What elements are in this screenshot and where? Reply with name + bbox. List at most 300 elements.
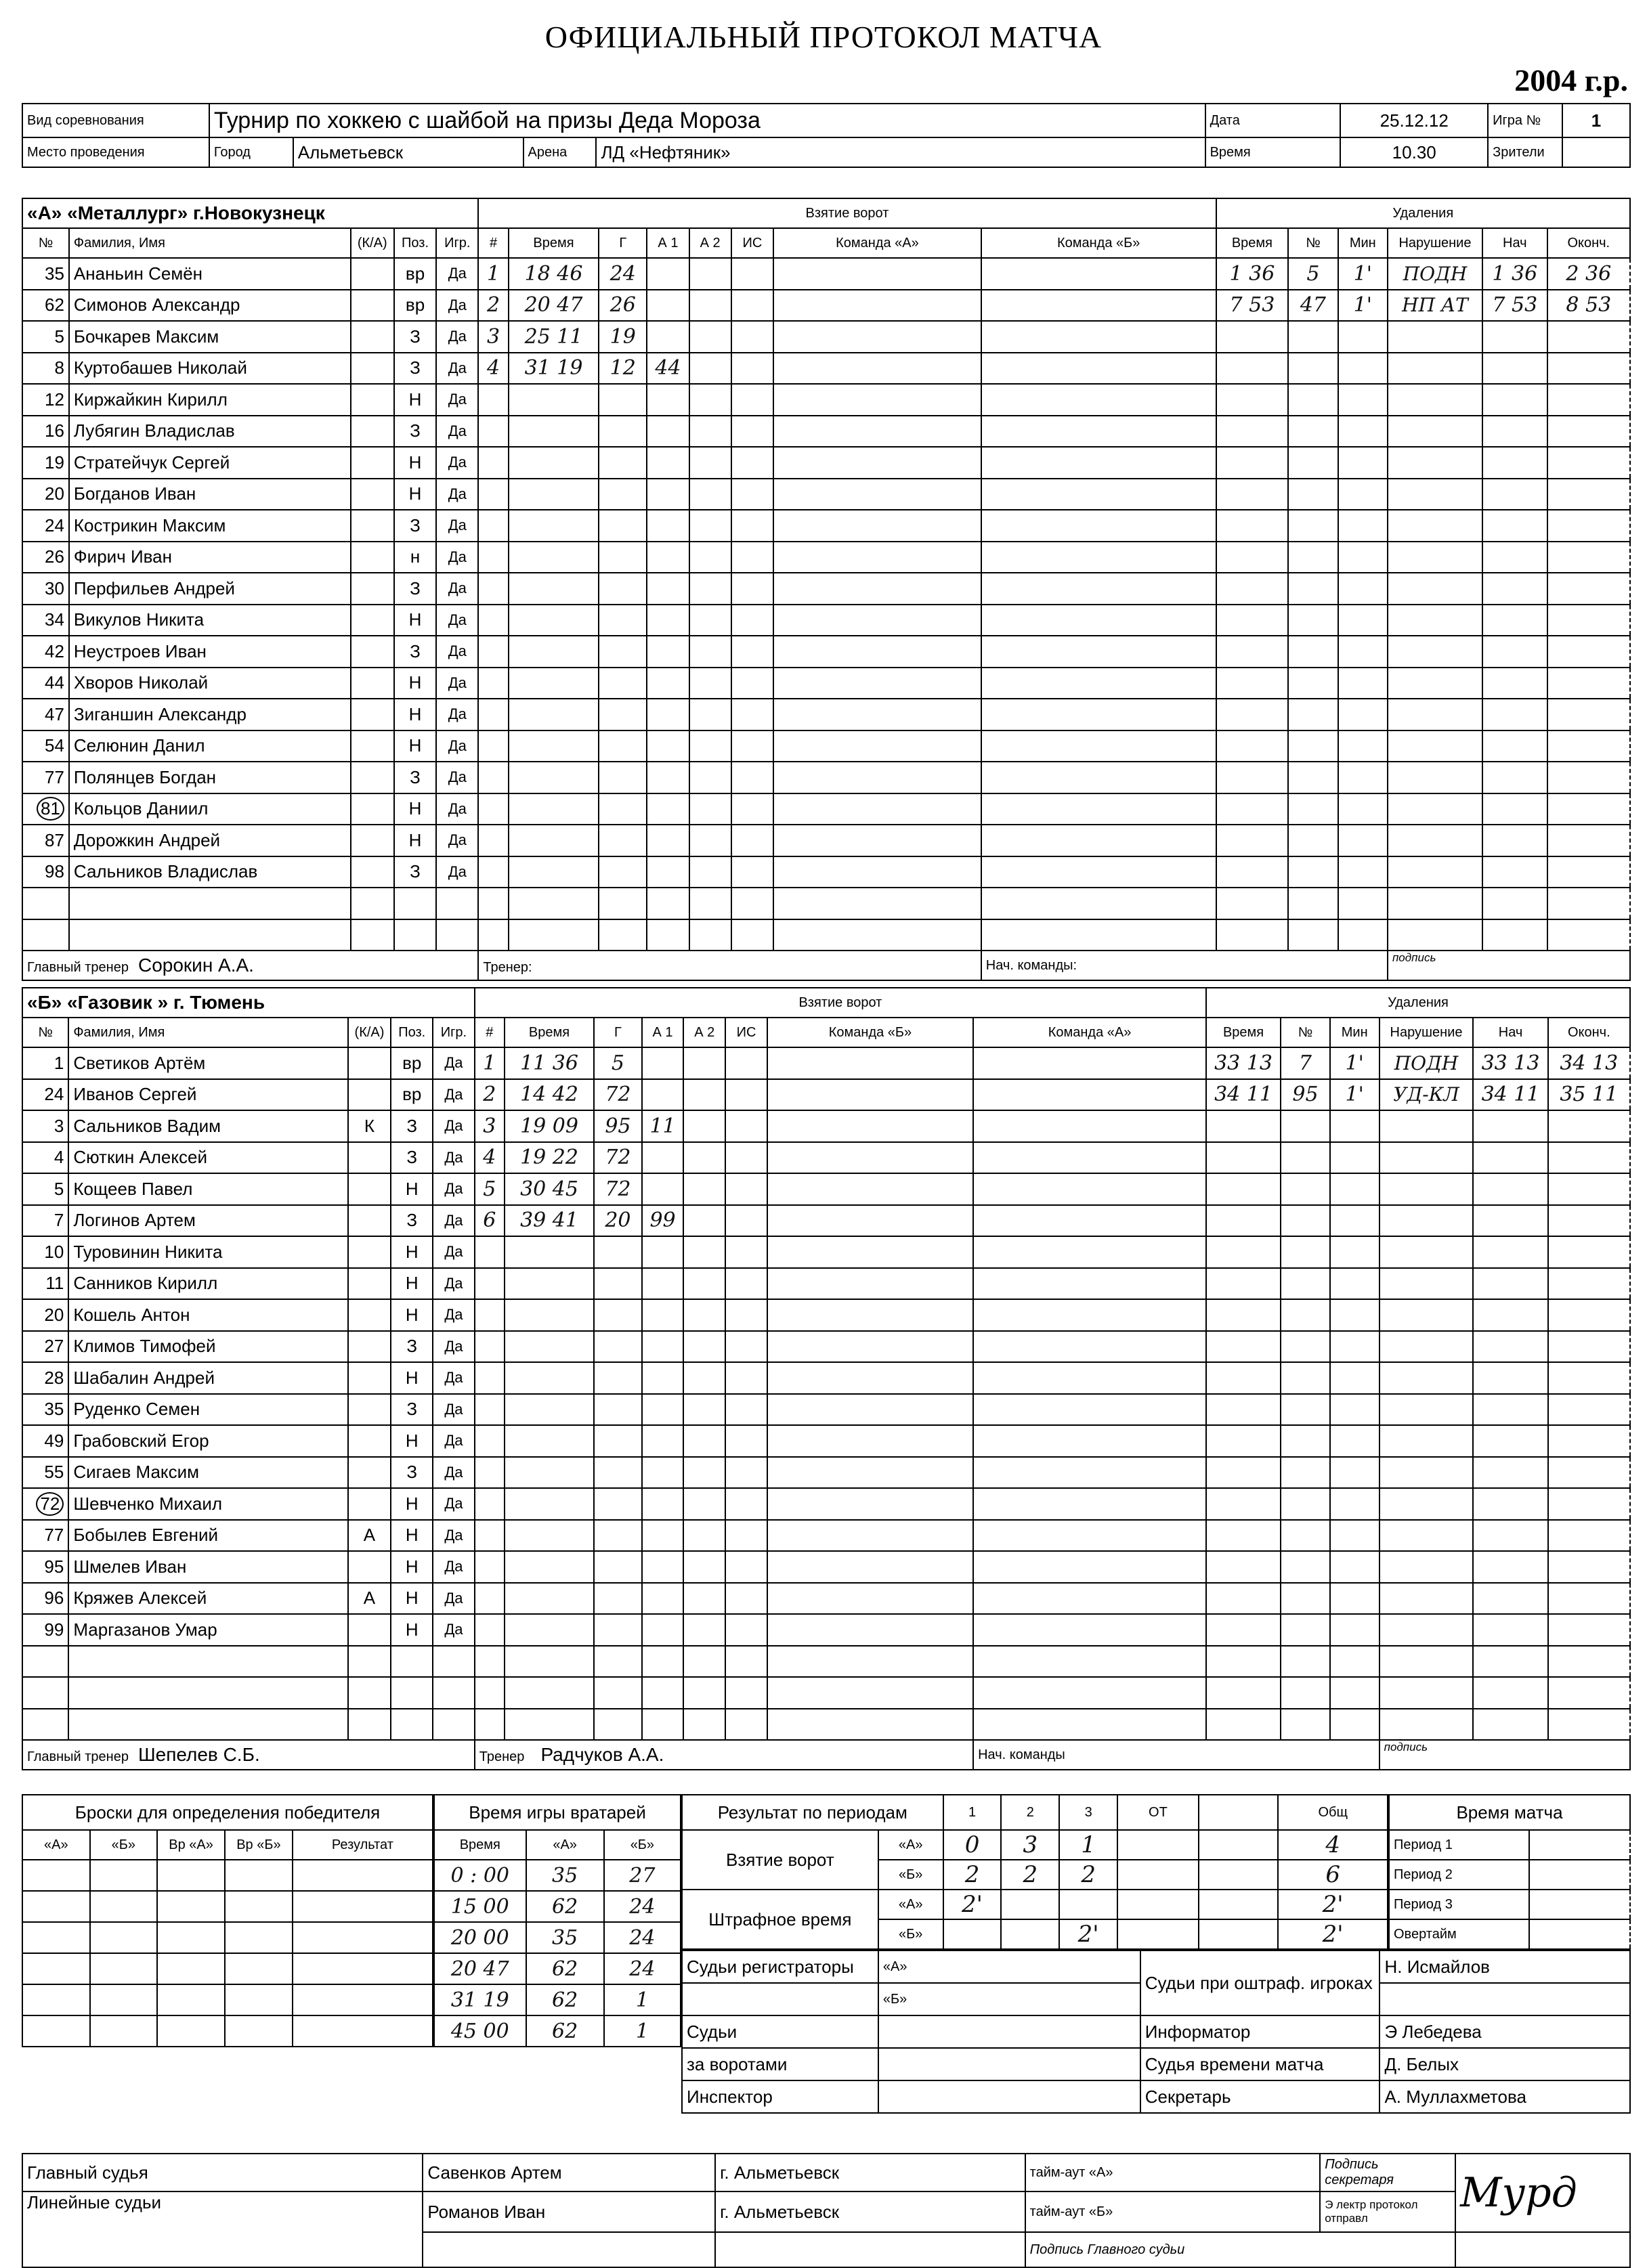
goal-is: [731, 919, 773, 951]
empty-cell: [348, 1646, 391, 1678]
goal-idx: [478, 636, 508, 668]
pen-num: [1288, 856, 1338, 888]
goal-a2: [689, 384, 731, 416]
col-pen-num: №: [1281, 1018, 1330, 1047]
pen-viol: [1379, 1614, 1474, 1646]
goal-a2: [683, 1110, 725, 1142]
pen-num: [1281, 1646, 1330, 1678]
player-row: [22, 1425, 1630, 1457]
goal-a2: [689, 730, 731, 762]
player-number: [22, 1583, 68, 1615]
cmd-b-cell: [981, 353, 1216, 385]
player-pos: Н: [394, 605, 436, 636]
goal-a2: [689, 479, 731, 510]
goalie-time: 45 00: [434, 2015, 526, 2047]
cmd-b-cell: [981, 416, 1216, 448]
goal-is: [725, 1551, 767, 1583]
col-num: №: [22, 228, 69, 258]
goal-is: [731, 856, 773, 888]
empty-cell: [391, 1646, 433, 1678]
pen-time: [1206, 1425, 1281, 1457]
goalie-title: Время игры вратарей: [434, 1795, 681, 1830]
player-ka: [351, 573, 394, 605]
player-number: [22, 856, 69, 888]
player-pos: Н: [394, 668, 436, 699]
empty-cell: [69, 888, 351, 919]
pen-min: [1330, 1551, 1379, 1583]
pen-num: [1288, 825, 1338, 856]
pen-start: [1473, 1709, 1547, 1741]
player-pos: Н: [391, 1362, 433, 1394]
goal-scorer: [599, 573, 647, 605]
goalie-a: 62: [526, 1984, 604, 2015]
goal-scorer: 95: [594, 1110, 642, 1142]
col-pen-end: Оконч.: [1547, 228, 1630, 258]
goal-time: 39 41: [505, 1205, 594, 1237]
goal-a1: [647, 636, 689, 668]
player-number-text: 35: [44, 263, 64, 284]
shootout-cell: [225, 1891, 293, 1922]
cmd-a-cell: [773, 321, 981, 353]
goalie-row: [434, 2015, 681, 2047]
pen-min: [1330, 1709, 1379, 1741]
goal-a1: [642, 1488, 684, 1520]
pen-end: [1548, 1457, 1630, 1489]
empty-cell: [348, 1677, 391, 1709]
cmd-b-cell: [981, 447, 1216, 479]
player-number-text: 96: [44, 1588, 64, 1609]
goal-scorer: 19: [599, 321, 647, 353]
goalie-a: 35: [526, 1922, 604, 1953]
period-col: ОТ: [1117, 1795, 1199, 1830]
shootout-cell: [225, 2015, 293, 2047]
goal-a1: [642, 1236, 684, 1268]
match-period-label: Период 1: [1389, 1830, 1529, 1860]
col-play: Игр.: [433, 1018, 475, 1047]
goal-a1: [642, 1646, 684, 1678]
goal-idx: [478, 730, 508, 762]
goal-scorer: [594, 1394, 642, 1426]
player-play: Да: [433, 1110, 475, 1142]
period-goal-a-1: 0: [943, 1830, 1002, 1860]
goal-a1: [647, 479, 689, 510]
shootout-cell: [22, 2015, 90, 2047]
goal-a1: [642, 1047, 684, 1079]
player-number-text: 87: [44, 829, 64, 850]
pen-viol: [1379, 1394, 1474, 1426]
cmd-b-cell: [981, 825, 1216, 856]
pen-min: [1338, 321, 1388, 353]
goal-a2: [689, 353, 731, 385]
goal-idx: [475, 1331, 505, 1363]
cmd-b-cell: [973, 1236, 1206, 1268]
timekeeper-label: Судья времени матча: [1140, 2048, 1380, 2080]
cmd-b-cell: [973, 1047, 1206, 1079]
player-number-text: 98: [44, 861, 64, 882]
page-title: ОФИЦИАЛЬНЫЙ ПРОТОКОЛ МАТЧА: [544, 20, 1103, 54]
player-play: Да: [436, 416, 478, 448]
pen-min: [1330, 1362, 1379, 1394]
player-play: Да: [436, 762, 478, 793]
player-pos: вр: [391, 1047, 433, 1079]
player-ka: [351, 542, 394, 573]
period-col: Общ: [1278, 1795, 1388, 1830]
goal-time: [509, 730, 599, 762]
pen-start: [1482, 730, 1547, 762]
player-play: Да: [433, 1551, 475, 1583]
goal-a2: [689, 605, 731, 636]
goal-a2: [683, 1268, 725, 1300]
player-ka: [348, 1299, 391, 1331]
pen-time: [1206, 1551, 1281, 1583]
match-period-value: [1529, 1890, 1630, 1919]
col-pen-viol: Нарушение: [1379, 1018, 1474, 1047]
cmd-a-cell: [767, 1646, 973, 1678]
pen-min: [1338, 353, 1388, 385]
period-pen-a-2: [1001, 1890, 1059, 1919]
pen-start: [1473, 1551, 1547, 1583]
shootout-cell: [225, 1984, 293, 2015]
player-number: [22, 573, 69, 605]
goal-a2: [683, 1488, 725, 1520]
cmd-a-cell: [767, 1079, 973, 1111]
goal-a1: [647, 416, 689, 448]
player-pos: Н: [391, 1583, 433, 1615]
team-name: «Б» «Газовик » г. Тюмень: [22, 988, 475, 1018]
penbox-label: Судьи при оштраф. игроках: [1140, 1950, 1380, 2015]
player-play: Да: [436, 856, 478, 888]
player-ka: [351, 762, 394, 793]
reg-empty: [682, 1983, 878, 2015]
player-play: Да: [433, 1299, 475, 1331]
pen-start: [1473, 1173, 1547, 1205]
goal-scorer: 5: [594, 1047, 642, 1079]
pen-viol: [1388, 353, 1482, 385]
cmd-a-cell: [773, 699, 981, 730]
player-name: Кострикин Максим: [69, 510, 351, 542]
comp-value: Турнир по хоккею с шайбой на призы Деда Мороза: [209, 104, 1205, 137]
secretary-label: Секретарь: [1140, 2080, 1380, 2113]
player-number: [22, 1362, 68, 1394]
shootout-cell: [225, 1953, 293, 1984]
pen-min: [1330, 1236, 1379, 1268]
pen-min: [1338, 668, 1388, 699]
goal-idx: [475, 1457, 505, 1489]
pen-start: [1473, 1110, 1547, 1142]
goal-a2: [683, 1551, 725, 1583]
pen-start: [1473, 1488, 1547, 1520]
pen-end: [1547, 447, 1630, 479]
col-goal-g: Г: [599, 228, 647, 258]
empty-cell: [436, 919, 478, 951]
player-number-text: 30: [44, 577, 64, 598]
goal-time: [505, 1394, 594, 1426]
goal-scorer: 12: [599, 353, 647, 385]
goal-scorer: [599, 479, 647, 510]
goal-scorer: 72: [594, 1142, 642, 1174]
goal-is: [725, 1583, 767, 1615]
goal-a1: [647, 856, 689, 888]
player-number-text: 16: [44, 420, 64, 441]
pen-viol: [1379, 1551, 1474, 1583]
pen-start: [1473, 1614, 1547, 1646]
player-number: [22, 636, 69, 668]
player-row: [22, 1205, 1630, 1237]
player-number: [22, 510, 69, 542]
pen-start: [1473, 1331, 1547, 1363]
player-play: Да: [433, 1079, 475, 1111]
player-number-text: 12: [44, 389, 64, 410]
e-protocol: Э лектр протокол отправл: [1320, 2191, 1455, 2232]
player-play: Да: [433, 1583, 475, 1615]
shootout-cell: [293, 1922, 433, 1953]
shootout-cell: [90, 1860, 158, 1891]
goal-scorer: [594, 1646, 642, 1678]
arena-label: Арена: [523, 137, 597, 167]
cmd-b-cell: [981, 479, 1216, 510]
player-play: Да: [433, 1268, 475, 1300]
pen-time: [1216, 919, 1289, 951]
goal-scorer: [594, 1520, 642, 1552]
player-ka: [348, 1425, 391, 1457]
player-pos: Н: [394, 479, 436, 510]
pen-num: [1288, 730, 1338, 762]
player-ka: [348, 1173, 391, 1205]
goal-is: [731, 888, 773, 919]
periods-table: [681, 1794, 1388, 1950]
player-row: [22, 888, 1630, 919]
cmd-a-cell: [767, 1331, 973, 1363]
goalie-a: 62: [526, 1953, 604, 1984]
player-row: [22, 447, 1630, 479]
goalie-b: 1: [604, 1984, 681, 2015]
goal-is: [731, 825, 773, 856]
cmd-a-cell: [773, 290, 981, 322]
goal-idx: 2: [475, 1079, 505, 1111]
period-pen-b-2: [1001, 1919, 1059, 1949]
cmd-a-cell: [767, 1205, 973, 1237]
secretary-signature: Мурд: [1455, 2154, 1630, 2232]
goal-is: [731, 730, 773, 762]
pen-viol: [1388, 825, 1482, 856]
goalie-time: 20 00: [434, 1922, 526, 1953]
pen-start: [1473, 1457, 1547, 1489]
goal-judges-value-2: [878, 2048, 1140, 2080]
pen-end: 34 13: [1548, 1047, 1630, 1079]
goal-scorer: [594, 1677, 642, 1709]
line-ref-city: г. Альметьевск: [715, 2191, 1025, 2232]
pen-time: [1206, 1362, 1281, 1394]
player-row: [22, 510, 1630, 542]
goal-a2: [683, 1205, 725, 1237]
match-period-label: Период 2: [1389, 1860, 1529, 1890]
cmd-b-cell: [973, 1614, 1206, 1646]
goal-a2: [689, 636, 731, 668]
pen-time: [1216, 573, 1289, 605]
pen-num: [1288, 793, 1338, 825]
player-number: [22, 699, 69, 730]
player-pos: Н: [391, 1488, 433, 1520]
player-number: [22, 1299, 68, 1331]
goal-time: [505, 1520, 594, 1552]
player-ka: [348, 1362, 391, 1394]
col-cmd-a: Команда «Б»: [767, 1018, 973, 1047]
player-name: Санников Кирилл: [68, 1268, 347, 1300]
pen-num: [1281, 1142, 1330, 1174]
cmd-a-cell: [767, 1394, 973, 1426]
cmd-a-cell: [773, 353, 981, 385]
player-number: [22, 762, 69, 793]
goal-scorer: [599, 730, 647, 762]
pen-start: [1473, 1299, 1547, 1331]
empty-cell: [22, 919, 69, 951]
pen-end: [1547, 321, 1630, 353]
goalie-b: 1: [604, 2015, 681, 2047]
player-row: [22, 1110, 1630, 1142]
player-play: Да: [433, 1173, 475, 1205]
shootout-cell: [157, 1922, 225, 1953]
goal-a1: [642, 1173, 684, 1205]
goal-scorer: [599, 856, 647, 888]
pen-min: [1330, 1299, 1379, 1331]
player-name: Лубягин Владислав: [69, 416, 351, 448]
player-row: [22, 479, 1630, 510]
player-pos: вр: [394, 258, 436, 290]
col-goal-a2: А 2: [689, 228, 731, 258]
player-ka: А: [348, 1583, 391, 1615]
cmd-a-cell: [767, 1362, 973, 1394]
pen-num: [1288, 416, 1338, 448]
pen-start: [1482, 353, 1547, 385]
empty-cell: [68, 1646, 347, 1678]
cmd-b-cell: [973, 1583, 1206, 1615]
arena-value: ЛД «Нефтяник»: [596, 137, 1205, 167]
period-goal-a-2: 3: [1001, 1830, 1059, 1860]
main-ref-name: Савенков Артем: [423, 2154, 715, 2191]
goal-a1: [642, 1614, 684, 1646]
cmd-a-cell: [773, 573, 981, 605]
goal-a1: [647, 730, 689, 762]
pen-num: [1281, 1709, 1330, 1741]
pen-start: [1482, 573, 1547, 605]
player-name: Бобылев Евгений: [68, 1520, 347, 1552]
player-play: Да: [433, 1362, 475, 1394]
pen-min: [1330, 1425, 1379, 1457]
cmd-a-cell: [773, 258, 981, 290]
goal-a1: [642, 1457, 684, 1489]
player-row: [22, 636, 1630, 668]
player-play: Да: [436, 384, 478, 416]
player-name: Симонов Александр: [69, 290, 351, 322]
pen-viol: [1379, 1488, 1474, 1520]
penbox-empty: [1379, 1983, 1630, 2015]
goal-time: [509, 384, 599, 416]
col-num: №: [22, 1018, 68, 1047]
cmd-a-cell: [767, 1268, 973, 1300]
pen-end: [1548, 1583, 1630, 1615]
team-b-table: [22, 987, 1631, 1770]
pen-end: [1547, 510, 1630, 542]
player-pos: Н: [394, 825, 436, 856]
penbox-value: Н. Исмайлов: [1379, 1950, 1630, 1983]
goal-scorer: [599, 793, 647, 825]
goal-idx: [478, 856, 508, 888]
pen-viol: [1388, 888, 1482, 919]
pen-viol: [1388, 762, 1482, 793]
player-play: Да: [436, 353, 478, 385]
player-number: [22, 258, 69, 290]
player-pos: З: [394, 573, 436, 605]
player-number: [22, 1236, 68, 1268]
pen-num: [1288, 353, 1338, 385]
goalie-row: [434, 1922, 681, 1953]
cmd-b-cell: [973, 1646, 1206, 1678]
time-value: 10.30: [1340, 137, 1488, 167]
cmd-b-cell: [973, 1520, 1206, 1552]
player-row: [22, 353, 1630, 385]
col-pos: Поз.: [394, 228, 436, 258]
shootout-cell: [157, 1891, 225, 1922]
pen-viol: ПОДН: [1388, 258, 1482, 290]
goal-is: [725, 1677, 767, 1709]
goal-a2: [683, 1173, 725, 1205]
goal-idx: [475, 1394, 505, 1426]
pen-start: [1473, 1394, 1547, 1426]
goalie-a: 62: [526, 1891, 604, 1922]
player-number-text: 5: [54, 1178, 64, 1199]
player-row: [22, 668, 1630, 699]
goal-idx: [478, 668, 508, 699]
pen-min: [1330, 1457, 1379, 1489]
reg-label-text: Судьи регистраторы: [687, 1956, 854, 1977]
pen-time: [1206, 1677, 1281, 1709]
shootout-cell: [293, 1860, 433, 1891]
pen-num: 95: [1281, 1079, 1330, 1111]
pen-viol: [1388, 793, 1482, 825]
col-cmd-a: Команда «А»: [773, 228, 981, 258]
pen-viol: [1379, 1173, 1474, 1205]
player-pos: Н: [391, 1520, 433, 1552]
col-pen-viol: Нарушение: [1388, 228, 1482, 258]
goal-idx: [475, 1677, 505, 1709]
pen-viol: [1388, 542, 1482, 573]
cmd-a-cell: [767, 1614, 973, 1646]
goal-idx: [478, 573, 508, 605]
goal-time: [505, 1551, 594, 1583]
goal-a1: [642, 1551, 684, 1583]
chief-label: Нач. команды:: [981, 951, 1388, 980]
goals-label: Взятие ворот: [682, 1830, 878, 1890]
goalie-row: [434, 1891, 681, 1922]
shootout-cell: [90, 1984, 158, 2015]
goal-scorer: [594, 1457, 642, 1489]
pen-end: 35 11: [1548, 1079, 1630, 1111]
cmd-b-cell: [981, 384, 1216, 416]
goal-is: [725, 1520, 767, 1552]
player-ka: [351, 510, 394, 542]
goal-time: [505, 1425, 594, 1457]
date-label: Дата: [1205, 104, 1341, 137]
goal-scorer: [599, 416, 647, 448]
player-name: Перфильев Андрей: [69, 573, 351, 605]
goal-idx: 1: [475, 1047, 505, 1079]
goal-idx: 3: [475, 1110, 505, 1142]
col-ka: (К/А): [348, 1018, 391, 1047]
info-label: Информатор: [1140, 2015, 1380, 2048]
goal-time: [509, 636, 599, 668]
pen-viol: [1388, 384, 1482, 416]
cmd-a-cell: [773, 668, 981, 699]
